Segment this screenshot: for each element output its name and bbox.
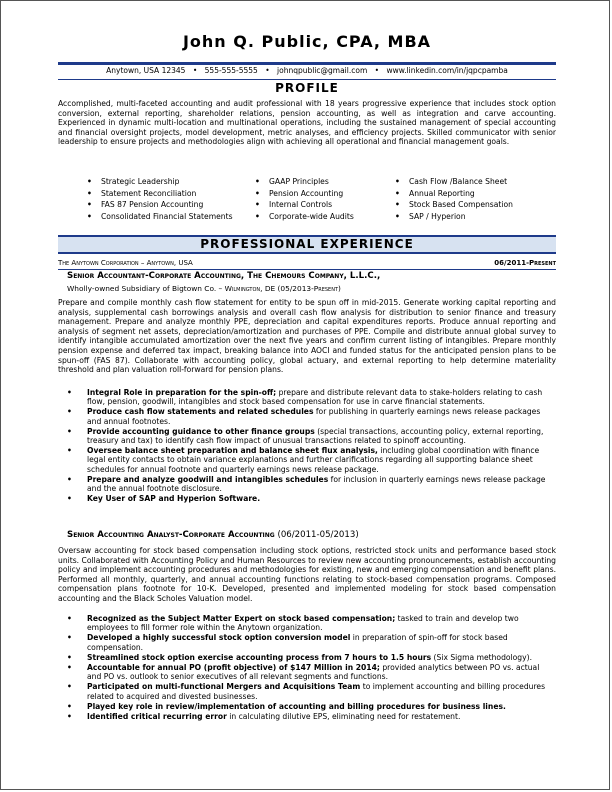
achievement-lead: Recognized as the Subject Matter Expert on stock based compensation; [87,614,396,623]
separator: • [374,66,380,75]
company-rule [58,269,556,270]
achievement-lead: Participated on multi-functional Mergers and Acquisitions Team [87,682,361,692]
skill-item: • Consolidated Financial Statements [101,211,233,223]
skill-item: • Corporate-wide Audits [269,211,354,223]
achievement-text: in preparation of spin-off for stock based compensation. [87,633,508,652]
skill-item: • FAS 87 Pension Accounting [101,199,233,211]
skills-column-3 [409,176,513,222]
company-name: The Anytown Corporation – Anytown, USA [58,259,193,267]
achievement-item [87,702,555,711]
achievement-text: provided analytics between PO vs. actual and PO vs. outlook to senior executives of all relevant segments and functions. [87,663,540,682]
profile-heading: PROFILE [275,81,339,95]
achievement-text: including global coordination with finance legal entity contacts to obtain variance explanations and further clarifications regarding all supporting balance sheet schedules for annual footnote and quarterly earnings news release package. [87,446,540,474]
achievement-item [87,407,555,425]
achievement-item [87,663,555,681]
achievement-item [87,653,555,662]
achievement-lead: Oversee balance sheet preparation and balance sheet flux analysis, [87,446,378,456]
achievement-lead: Identified critical recurring error [87,712,227,722]
achievement-item [87,614,555,632]
skills-column-2 [269,176,354,222]
achievement-item [87,633,555,651]
achievement-text: prepare and distribute relevant data to stake-holders relating to cash flow, pension, goodwill, intangibles and stock based compensation for use in carve financial statements. [87,388,543,407]
skill-item: • Annual Reporting [409,188,513,200]
role1-title: Senior Accountant-Corporate Accounting, [67,271,245,281]
skill-item: • Statement Reconciliation [101,188,233,200]
linkedin-url[interactable]: www.linkedin.com/in/jqpcpamba [386,66,508,75]
achievement-lead: Accountable for annual PO (profit objective) of $147 Million in 2014; [87,663,380,673]
achievement-text: for publishing in quarterly earnings news release packages and annual footnotes. [87,407,541,426]
phone: 555-555-5555 [204,66,258,75]
achievement-item [87,475,555,493]
achievement-lead: Produce cash flow statements and related schedules [87,407,314,417]
achievement-lead: Provide accounting guidance to other finance groups [87,426,315,436]
skill-item: • GAAP Principles [269,176,354,188]
skill-item: • Strategic Leadership [101,176,233,188]
separator: • [265,66,270,75]
role2-title: Senior Accounting Analyst-Corporate Accounting [67,530,275,540]
achievement-item [87,446,555,474]
achievement-lead: Key User of SAP and Hyperion Software. [87,494,261,504]
achievement-lead: Streamlined stock option exercise accounting process from 7 hours to 1.5 hours [87,652,432,662]
contact-bar [58,62,556,80]
skill-item: • Pension Accounting [269,188,354,200]
email[interactable]: johnqpublic@gmail.com [277,66,368,75]
role2-achievements [87,614,555,722]
achievement-lead: Developed a highly successful stock option conversion model [87,633,351,643]
achievement-item [87,712,555,721]
role2-dates: (06/2011-05/2013) [274,530,359,540]
experience-heading: PROFESSIONAL EXPERIENCE [58,235,556,254]
role1-title-line [67,272,565,281]
role1-achievements [87,388,555,504]
achievement-lead: Played key role in review/implementation of accounting and billing procedures for business lines. [87,701,506,711]
achievement-item [87,682,555,700]
company-line [58,259,556,268]
company-dates: 06/2011-Present [494,259,556,267]
achievement-item [87,494,555,503]
profile-summary: Accomplished, multi-faceted accounting and audit professional with 18 years progressive experience that includes stock option conversion, external reporting, shareholder relations, pension accounting, as well as integration and carve accounting. Experienced in dynamic multi-location and multinational operations, including the sustained management of special accounting and financial oversight projects, model development, metric analyses, and efficiency projects. Skilled communicator with senior leadership to ensure projects and methodologies align with achieving all operational and financial management goals. [58,99,556,147]
skill-item: • SAP / Hyperion [409,211,513,223]
skill-item: • Internal Controls [269,199,354,211]
role1-subsidiary-location: – Wilmington, DE (05/2013-Present) [216,284,341,293]
role1-description: Prepare and compile monthly cash flow statement for entity to be spun off in mid-2015. Generate working capital reporting and analysis, supplemental cash borrowings analysis and overall cash flow analysis for distribution to senior finance and treasury management. Prepare and analyze monthly PPE, depreciation and capital expenditures reports. Produce annual reporting and analysis of segment net assets, depreciation/amortization and purchases of PPE. Compile and distribute annual global survey to identify intangible accumulated amortization over the next five years and confirm current listing of intangibles. Prepare monthly pension expense and deferred tax impact, breaking balance into AOCI and funded status for the anticipated pension plans to be spun-off (FAS 87). Collaborate with accounting policy, global actuary, and external reporting to help determine materiality threshold and plan valuation roll-forward for pension plans. [58,298,556,375]
role1-subsidiary: Wholly-owned Subsidiary of Bigtown Co. [67,284,217,293]
separator: • [192,66,198,75]
skills-column-1 [101,176,233,222]
achievement-text: to implement accounting and billing procedures related to acquired and divested businesses. [87,682,546,701]
location: Anytown, USA 12345 [106,66,186,75]
role1-employer: The Chemours Company, L.L.C., [247,271,381,281]
achievement-text: tasked to train and develop two employees to fill former role within the Anytown organization. [87,614,519,633]
achievement-text: (Six Sigma methodology). [431,652,532,662]
role2-title-line [67,531,565,540]
achievement-lead: Prepare and analyze goodwill and intangibles schedules [87,474,329,484]
achievement-text: for inclusion in quarterly earnings news release package and the annual footnote disclosure. [87,474,546,494]
achievement-text: in calculating dilutive EPS, eliminating need for restatement. [226,712,461,722]
achievement-item [87,427,555,445]
candidate-name: John Q. Public, CPA, MBA [182,32,432,51]
achievement-lead: Integral Role in preparation for the spin-off; [87,388,277,397]
role1-subsidiary-line [67,284,565,293]
achievement-item [87,388,555,406]
skill-item: • Stock Based Compensation [409,199,513,211]
achievement-text: (special transactions, accounting policy, external reporting, treasury and tax) to identify cash flow impact of unusual transactions related to spinoff accounting. [87,426,544,446]
role2-description: Oversaw accounting for stock based compensation including stock options, restricted stock units and performance based stock units. Collaborated with Accounting Policy and Human Resources to review new accounting pronouncements, establish accounting policy and implement accounting procedures and methodologies for existing, new and emerging compensation and benefit plans. Performed all monthly, quarterly, and annual accounting functions relating to stock-based compensation programs. Composed compensation plans footnote for 10-K. Developed, presented and implemented modeling for stock based compensation accounting and the Black Scholes Valuation model. [58,546,556,603]
skill-item: • Cash Flow /Balance Sheet [409,176,513,188]
